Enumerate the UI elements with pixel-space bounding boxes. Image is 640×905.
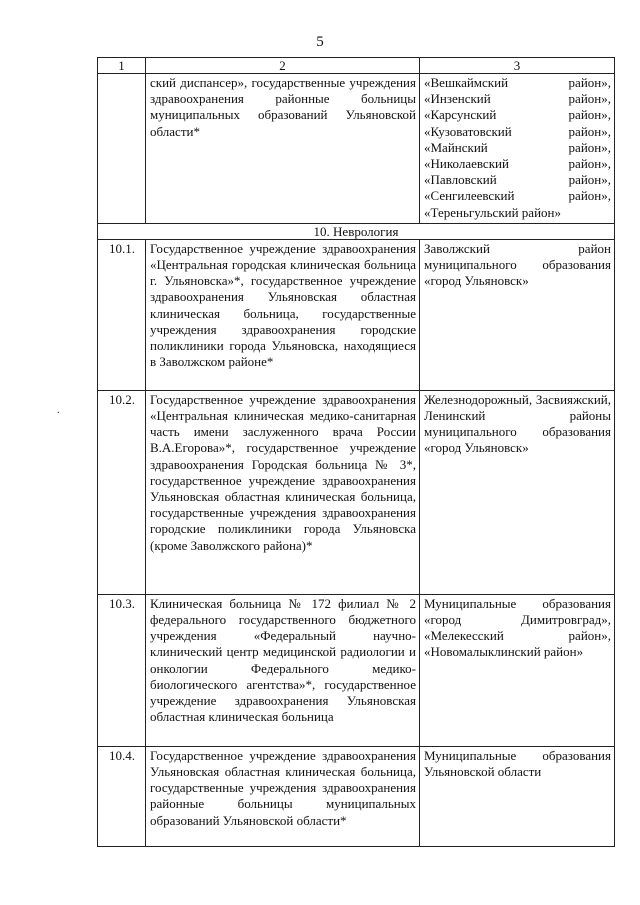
row-number: 10.1. (98, 239, 146, 390)
section-row (98, 223, 615, 239)
column-header-3: 3 (420, 58, 615, 74)
institution-cell: Государственное учреждение здравоохранения «Центральная клиническая медико-санитарная часть имени заслуженного врача России В.А.Егорова»*, государственное учреждение здравоохранения Городская больница № 3*, государственное учреждение здравоохранения Ульяновская областная клиническая больница, государственные учреждения здравоохранения городские поликлиники города Ульяновска (кроме Заволжского района)* (146, 390, 420, 594)
territory-cell: Муниципальные образования «город Димитровград», «Мелекесский район», «Новомалыклинский район» (420, 594, 615, 746)
table-row-continuation (98, 74, 615, 224)
table-row (98, 594, 615, 746)
table-row (98, 239, 615, 390)
section-title: 10. Неврология (98, 223, 615, 239)
institution-cell: ский диспансер», государственные учреждения здравоохранения районные больницы муниципальных образований Ульяновской области* (146, 74, 420, 224)
territory-cell: Заволжский район муниципального образования «город Ульяновск» (420, 239, 615, 390)
row-number: 10.4. (98, 746, 146, 846)
territory-cell: «Вешкаймский район», «Инзенский район», «Карсунский район», «Кузоватовский район», «Майнский район», «Николаевский район», «Павловский район», «Сенгилеевский район», «Тереньгульский район» (420, 74, 615, 224)
page-number: 5 (316, 34, 324, 50)
territory-assignment-table (97, 57, 615, 847)
column-header-2: 2 (146, 58, 420, 74)
table-header-row (98, 58, 615, 74)
institution-cell: Государственное учреждение здравоохранения Ульяновская областная клиническая больница, государственные учреждения здравоохранения районные больницы муниципальных образований Ульяновской области* (146, 746, 420, 846)
institution-cell: Клиническая больница № 172 филиал № 2 федерального государственного бюджетного учреждения «Федеральный научно-клинический центр медицинской радиологии и онкологии Федерального медико-биологического агентства»*, государственное учреждение здравоохранения Ульяновская областная клиническая больница (146, 594, 420, 746)
row-number: 10.2. (98, 390, 146, 594)
row-number: 10.3. (98, 594, 146, 746)
row-number-cell (98, 74, 146, 224)
table-row (98, 390, 615, 594)
table-row (98, 746, 615, 846)
territory-cell: Железнодорожный, Засвияжский, Ленинский районы муниципального образования «город Ульяновск» (420, 390, 615, 594)
stray-mark: . (57, 405, 60, 416)
institution-cell: Государственное учреждение здравоохранения «Центральная городская клиническая больница г. Ульяновска»*, государственное учреждение здравоохранения Ульяновская областная клиническая больница, государственные учреждения здравоохранения городские поликлиники города Ульяновска, находящиеся в Заволжском районе* (146, 239, 420, 390)
column-header-1: 1 (98, 58, 146, 74)
territory-cell: Муниципальные образования Ульяновской области (420, 746, 615, 846)
